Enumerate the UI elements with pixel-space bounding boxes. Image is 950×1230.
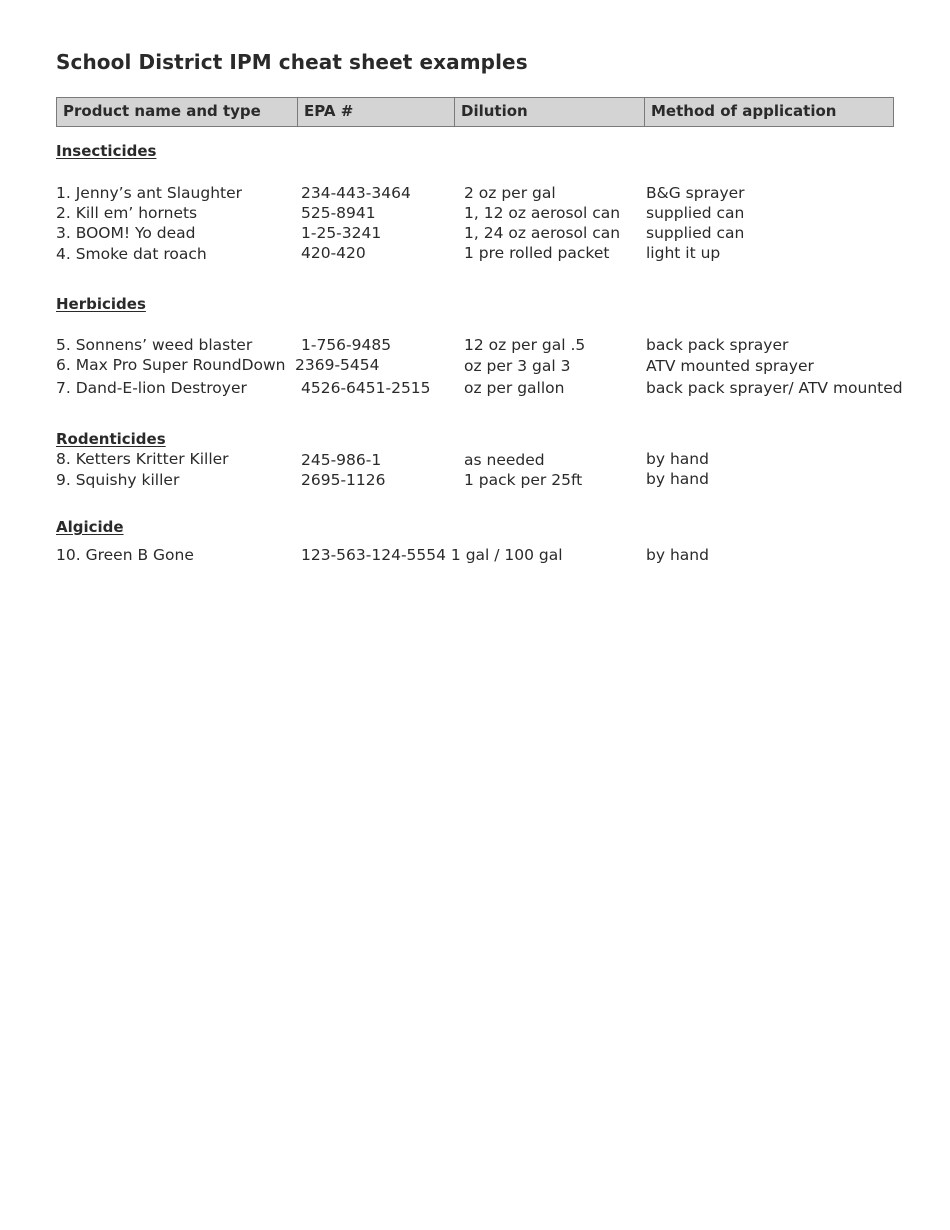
dilution: 1, 12 oz aerosol can xyxy=(464,204,621,222)
product-name: 4. Smoke dat roach xyxy=(56,245,207,263)
application-method: back pack sprayer/ ATV mounted xyxy=(646,379,903,397)
product-name: 10. Green B Gone xyxy=(56,546,194,564)
dilution: 1, 24 oz aerosol can xyxy=(464,224,621,242)
column-header-product: Product name and type xyxy=(57,98,298,126)
epa-number: 2695-1126 xyxy=(301,471,386,489)
epa-number: 4526-6451-2515 xyxy=(301,379,431,397)
epa-number: 245-986-1 xyxy=(301,451,382,469)
application-method: light it up xyxy=(646,244,721,262)
section-heading-insecticides: Insecticides xyxy=(56,142,157,160)
epa-number: 2369-5454 xyxy=(295,356,380,374)
dilution: 2 oz per gal xyxy=(464,184,556,202)
epa-number: 1-25-3241 xyxy=(301,224,382,242)
column-header-epa: EPA # xyxy=(298,98,455,126)
section-heading-herbicides: Herbicides xyxy=(56,295,146,313)
dilution: 1 pack per 25ft xyxy=(464,471,583,489)
product-name: 2. Kill em’ hornets xyxy=(56,204,198,222)
product-name: 9. Squishy killer xyxy=(56,471,180,489)
epa-number: 234-443-3464 xyxy=(301,184,411,202)
application-method: by hand xyxy=(646,546,709,564)
product-name: 7. Dand-E-lion Destroyer xyxy=(56,379,247,397)
application-method: supplied can xyxy=(646,224,745,242)
epa-number: 1-756-9485 xyxy=(301,336,392,354)
epa-number: 420-420 xyxy=(301,244,366,262)
section-heading-algicide: Algicide xyxy=(56,518,124,536)
table-header xyxy=(56,97,894,127)
application-method: by hand xyxy=(646,470,709,488)
product-name: 6. Max Pro Super RoundDown xyxy=(56,356,286,374)
application-method: ATV mounted sprayer xyxy=(646,357,814,375)
product-name: 5. Sonnens’ weed blaster xyxy=(56,336,253,354)
page-title: School District IPM cheat sheet examples xyxy=(56,50,528,74)
product-name: 8. Ketters Kritter Killer xyxy=(56,450,229,468)
product-name: 1. Jenny’s ant Slaughter xyxy=(56,184,243,202)
dilution: as needed xyxy=(464,451,545,469)
column-header-dilution: Dilution xyxy=(455,98,645,126)
application-method: supplied can xyxy=(646,204,745,222)
application-method: back pack sprayer xyxy=(646,336,789,354)
section-heading-rodenticides: Rodenticides xyxy=(56,430,166,448)
dilution: oz per gallon xyxy=(464,379,565,397)
column-header-method: Method of application xyxy=(651,102,837,120)
dilution: 12 oz per gal .5 xyxy=(464,336,586,354)
dilution: 1 pre rolled packet xyxy=(464,244,610,262)
dilution: oz per 3 gal 3 xyxy=(464,357,571,375)
application-method: B&G sprayer xyxy=(646,184,745,202)
application-method: by hand xyxy=(646,450,709,468)
product-name: 3. BOOM! Yo dead xyxy=(56,224,196,242)
epa-number-and-dilution: 123-563-124-5554 1 gal / 100 gal xyxy=(301,546,563,564)
epa-number: 525-8941 xyxy=(301,204,376,222)
